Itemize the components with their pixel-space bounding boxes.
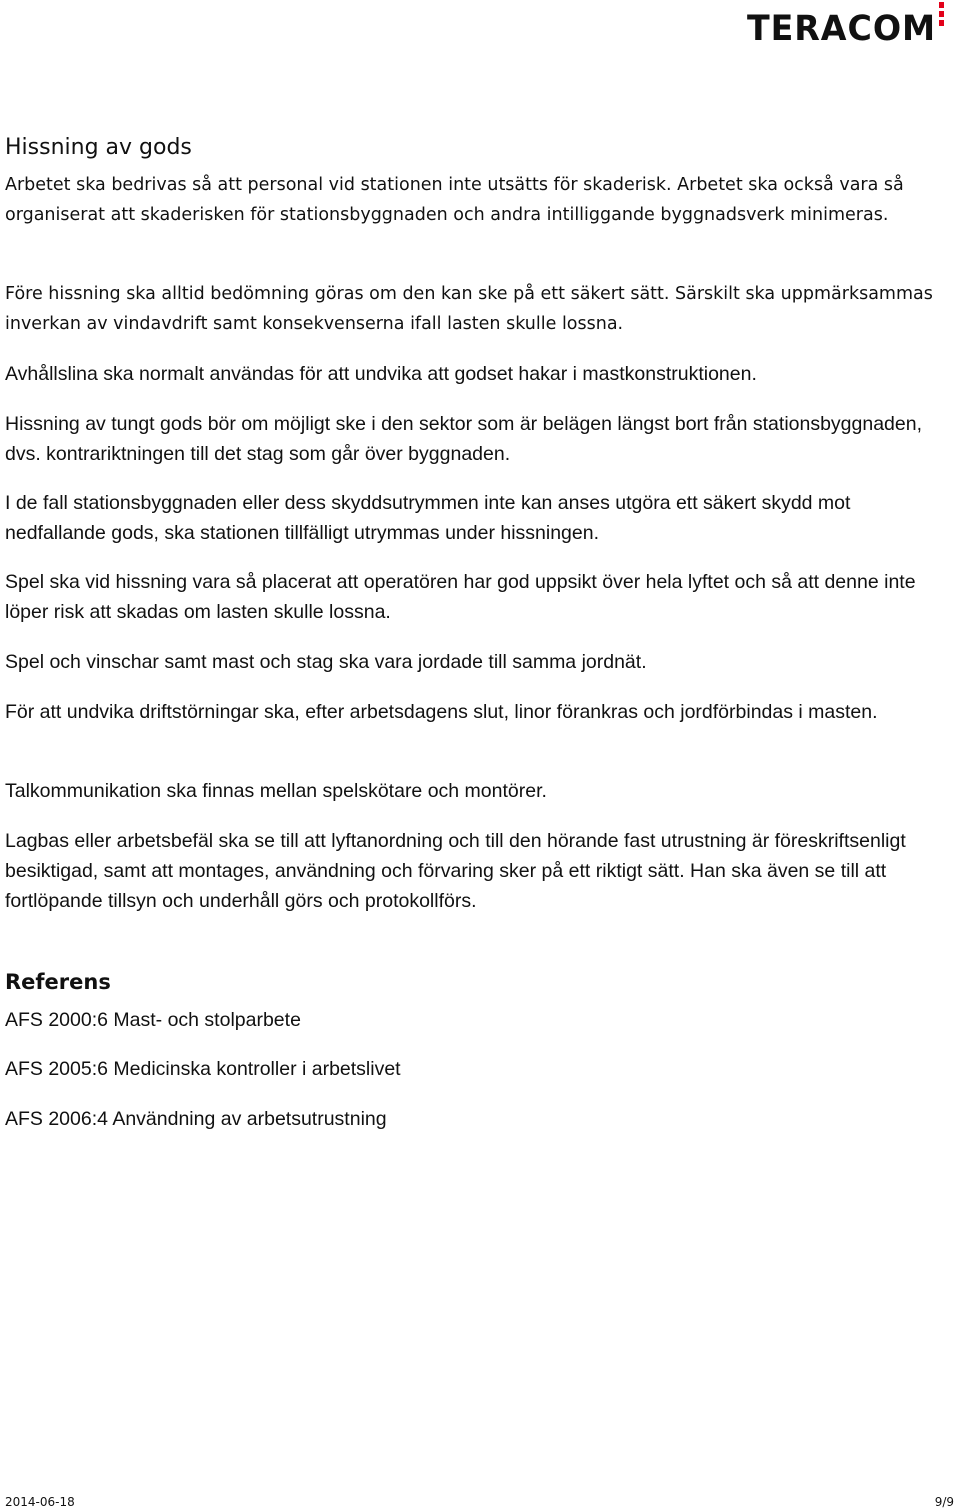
paragraph: För att undvika driftstörningar ska, efter arbetsdagens slut, linor förankras och jordförbindas i masten. <box>5 701 878 723</box>
paragraph: Hissning av tungt gods bör om möjligt ske i den sektor som är belägen längst bort från stationsbyggnaden, dvs. kontrariktningen till det stag som går över byggnaden. <box>5 413 923 465</box>
paragraph: I de fall stationsbyggnaden eller dess skyddsutrymmen inte kan anses utgöra ett säkert skydd mot nedfallande gods, ska stationen tillfälligt utrymmas under hissningen. <box>5 492 851 544</box>
paragraph: Arbetet ska bedrivas så att personal vid stationen inte utsätts för skaderisk. Arbetet ska också vara så organiserat att skaderisken för stationsbyggnaden och andra intilliggande byggnadsverk minimeras. <box>5 175 904 225</box>
paragraph: Före hissning ska alltid bedömning göras om den kan ske på ett säkert sätt. Särskilt ska uppmärksammas inverkan av vindavdrift samt konsekvenserna ifall lasten skulle lossna. <box>5 284 933 334</box>
paragraph: Spel ska vid hissning vara så placerat att operatören har god uppsikt över hela lyftet och så att denne inte löper risk att skadas om lasten skulle lossna. <box>5 571 916 623</box>
section-title: Hissning av gods <box>5 135 192 160</box>
paragraph: Lagbas eller arbetsbefäl ska se till att lyftanordning och till den hörande fast utrustning är föreskriftsenligt besiktigad, samt att montages, användning och förvaring sker på ett riktigt sätt. Han ska även se till att fortlöpande tillsyn och underhåll görs och protokollförs. <box>5 830 906 912</box>
reference-item: AFS 2000:6 Mast- och stolparbete <box>5 1009 301 1031</box>
reference-item: AFS 2006:4 Användning av arbetsutrustning <box>5 1108 387 1130</box>
paragraph: Avhållslina ska normalt användas för att undvika att godset hakar i mastkonstruktionen. <box>5 363 757 385</box>
reference-item: AFS 2005:6 Medicinska kontroller i arbetslivet <box>5 1058 401 1080</box>
footer-date: 2014-06-18 <box>5 1495 75 1509</box>
paragraph: Talkommunikation ska finnas mellan spelskötare och montörer. <box>5 780 547 802</box>
logo-wordmark: TERACOM <box>746 9 936 49</box>
references-title: Referens <box>5 970 111 994</box>
logo-dots-icon <box>939 2 944 26</box>
teracom-logo <box>737 0 944 50</box>
paragraph: Spel och vinschar samt mast och stag ska vara jordade till samma jordnät. <box>5 651 647 673</box>
footer-page-number: 9/9 <box>934 1495 954 1509</box>
